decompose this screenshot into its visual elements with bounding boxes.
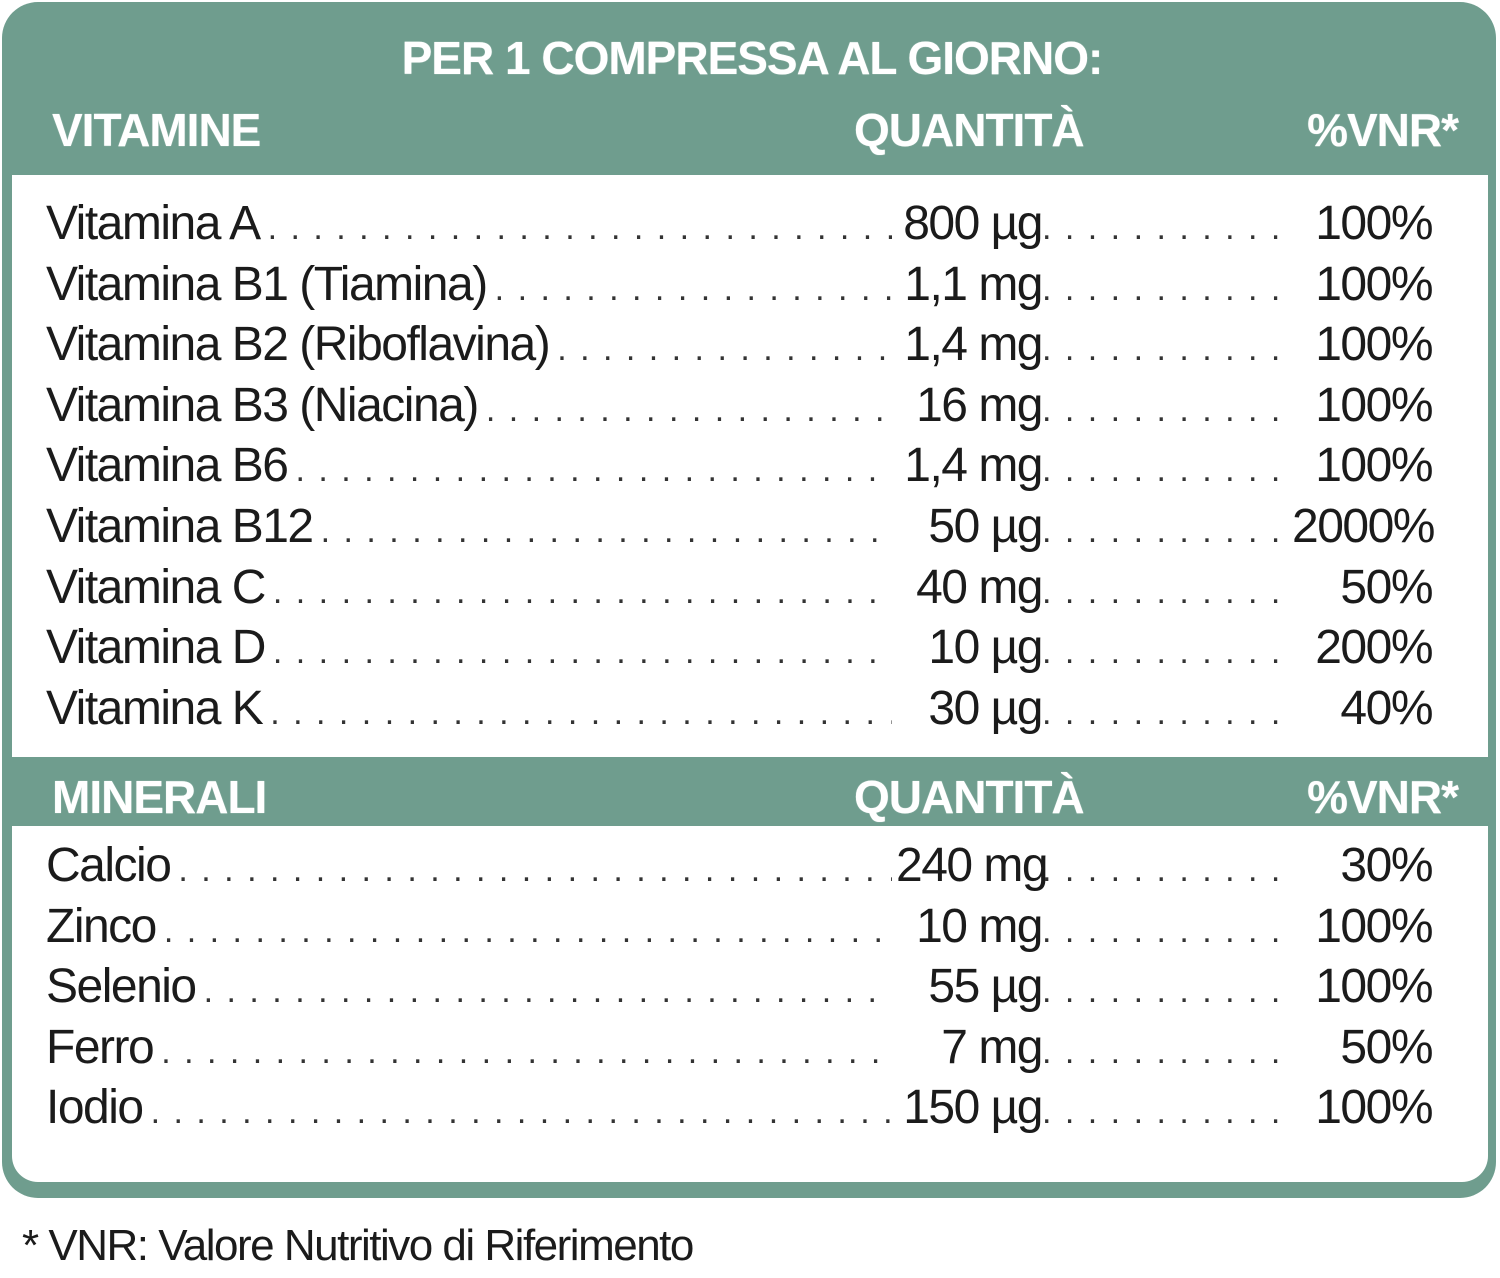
leader-dots <box>161 1019 892 1079</box>
vitamin-name: Vitamina B3 (Niacina) <box>46 378 478 432</box>
mineral-quantity: 240 mg <box>896 839 1048 892</box>
vitamin-row <box>46 376 1432 437</box>
leader-dots <box>1042 559 1292 619</box>
mineral-vnr: 50% <box>1340 1020 1432 1074</box>
vitamin-vnr: 2000% <box>1292 499 1434 553</box>
vnr-footnote: * VNR: Valore Nutritivo di Riferimento <box>22 1221 693 1270</box>
leader-dots <box>1042 256 1292 316</box>
vitamin-row <box>46 436 1432 497</box>
mineral-row <box>46 897 1432 958</box>
vitamin-vnr: 100% <box>1315 257 1432 311</box>
leader-dots <box>1042 898 1292 958</box>
minerals-header-category: MINERALI <box>52 771 267 823</box>
leader-dots <box>495 256 892 316</box>
minerals-rows <box>46 836 1432 1139</box>
vitamins-header-vnr: %VNR* <box>1307 104 1458 156</box>
leader-dots <box>1042 958 1292 1018</box>
mineral-vnr: 30% <box>1340 839 1432 892</box>
vitamin-quantity: 800 µg <box>903 197 1042 250</box>
mineral-quantity: 150 µg <box>903 1081 1042 1135</box>
leader-dots <box>178 837 892 897</box>
vitamin-quantity: 1,4 mg <box>904 439 1042 493</box>
mineral-row <box>46 1018 1432 1079</box>
mineral-name: Zinco <box>46 899 156 953</box>
vitamin-name: Vitamina B1 (Tiamina) <box>46 257 487 311</box>
minerals-header-quantity: QUANTITÀ <box>854 771 1084 823</box>
leader-dots <box>1042 619 1292 679</box>
leader-dots <box>273 619 892 679</box>
vitamin-name: Vitamina B2 (Riboflavina) <box>46 318 550 372</box>
vitamin-row <box>46 255 1432 316</box>
leader-dots <box>151 1079 892 1139</box>
vitamin-name: Vitamina K <box>46 681 263 735</box>
mineral-row <box>46 957 1432 1018</box>
leader-dots <box>270 680 892 740</box>
mineral-name: Selenio <box>46 960 196 1014</box>
vitamin-vnr: 50% <box>1340 560 1432 614</box>
mineral-quantity: 10 mg <box>916 899 1042 953</box>
vitamins-header-category: VITAMINE <box>52 104 261 156</box>
leader-dots <box>1042 1019 1292 1079</box>
leader-dots <box>1042 316 1292 376</box>
vitamin-quantity: 50 µg <box>928 499 1042 553</box>
vitamin-quantity: 30 µg <box>928 681 1042 735</box>
minerals-header-vnr: %VNR* <box>1307 771 1458 823</box>
mineral-name: Calcio <box>46 839 171 892</box>
vitamin-name: Vitamina B6 <box>46 439 288 493</box>
vitamin-name: Vitamina D <box>46 621 265 675</box>
vitamin-quantity: 1,1 mg <box>904 257 1042 311</box>
leader-dots <box>486 377 892 437</box>
vitamin-vnr: 100% <box>1315 439 1432 493</box>
leader-dots <box>204 958 892 1018</box>
vitamin-row <box>46 558 1432 619</box>
mineral-vnr: 100% <box>1315 1081 1432 1135</box>
leader-dots <box>1042 680 1292 740</box>
vitamin-row <box>46 194 1432 255</box>
table-title: PER 1 COMPRESSA AL GIORNO: <box>401 32 1103 84</box>
leader-dots <box>164 898 892 958</box>
leader-dots <box>1042 498 1292 558</box>
mineral-quantity: 55 µg <box>928 960 1042 1014</box>
leader-dots <box>1042 195 1292 255</box>
mineral-vnr: 100% <box>1315 899 1432 953</box>
mineral-row <box>46 1078 1432 1139</box>
mineral-name: Ferro <box>46 1020 154 1074</box>
leader-dots <box>557 316 892 376</box>
leader-dots <box>1042 437 1292 497</box>
leader-dots <box>1042 377 1292 437</box>
mineral-name: Iodio <box>46 1081 143 1135</box>
leader-dots <box>268 195 892 255</box>
vitamin-row <box>46 315 1432 376</box>
vitamin-vnr: 40% <box>1340 681 1432 735</box>
vitamin-name: Vitamina C <box>46 560 265 614</box>
vitamins-rows <box>46 194 1432 739</box>
vitamin-quantity: 10 µg <box>928 621 1042 675</box>
leader-dots <box>321 498 892 558</box>
vitamin-row <box>46 618 1432 679</box>
vitamin-vnr: 200% <box>1315 621 1432 675</box>
leader-dots <box>273 559 892 619</box>
vitamin-vnr: 100% <box>1315 378 1432 432</box>
vitamin-row <box>46 497 1432 558</box>
vitamin-name: Vitamina A <box>46 197 260 250</box>
leader-dots <box>1042 1079 1292 1139</box>
vitamin-vnr: 100% <box>1315 318 1432 372</box>
mineral-vnr: 100% <box>1315 960 1432 1014</box>
mineral-row <box>46 836 1432 897</box>
mineral-quantity: 7 mg <box>941 1020 1042 1074</box>
vitamin-quantity: 40 mg <box>916 560 1042 614</box>
leader-dots <box>1042 837 1292 897</box>
vitamin-name: Vitamina B12 <box>46 499 313 553</box>
vitamin-quantity: 16 mg <box>916 378 1042 432</box>
vitamins-header-quantity: QUANTITÀ <box>854 104 1084 156</box>
vitamin-quantity: 1,4 mg <box>904 318 1042 372</box>
vitamin-vnr: 100% <box>1315 197 1432 250</box>
leader-dots <box>295 437 892 497</box>
vitamin-row <box>46 679 1432 740</box>
